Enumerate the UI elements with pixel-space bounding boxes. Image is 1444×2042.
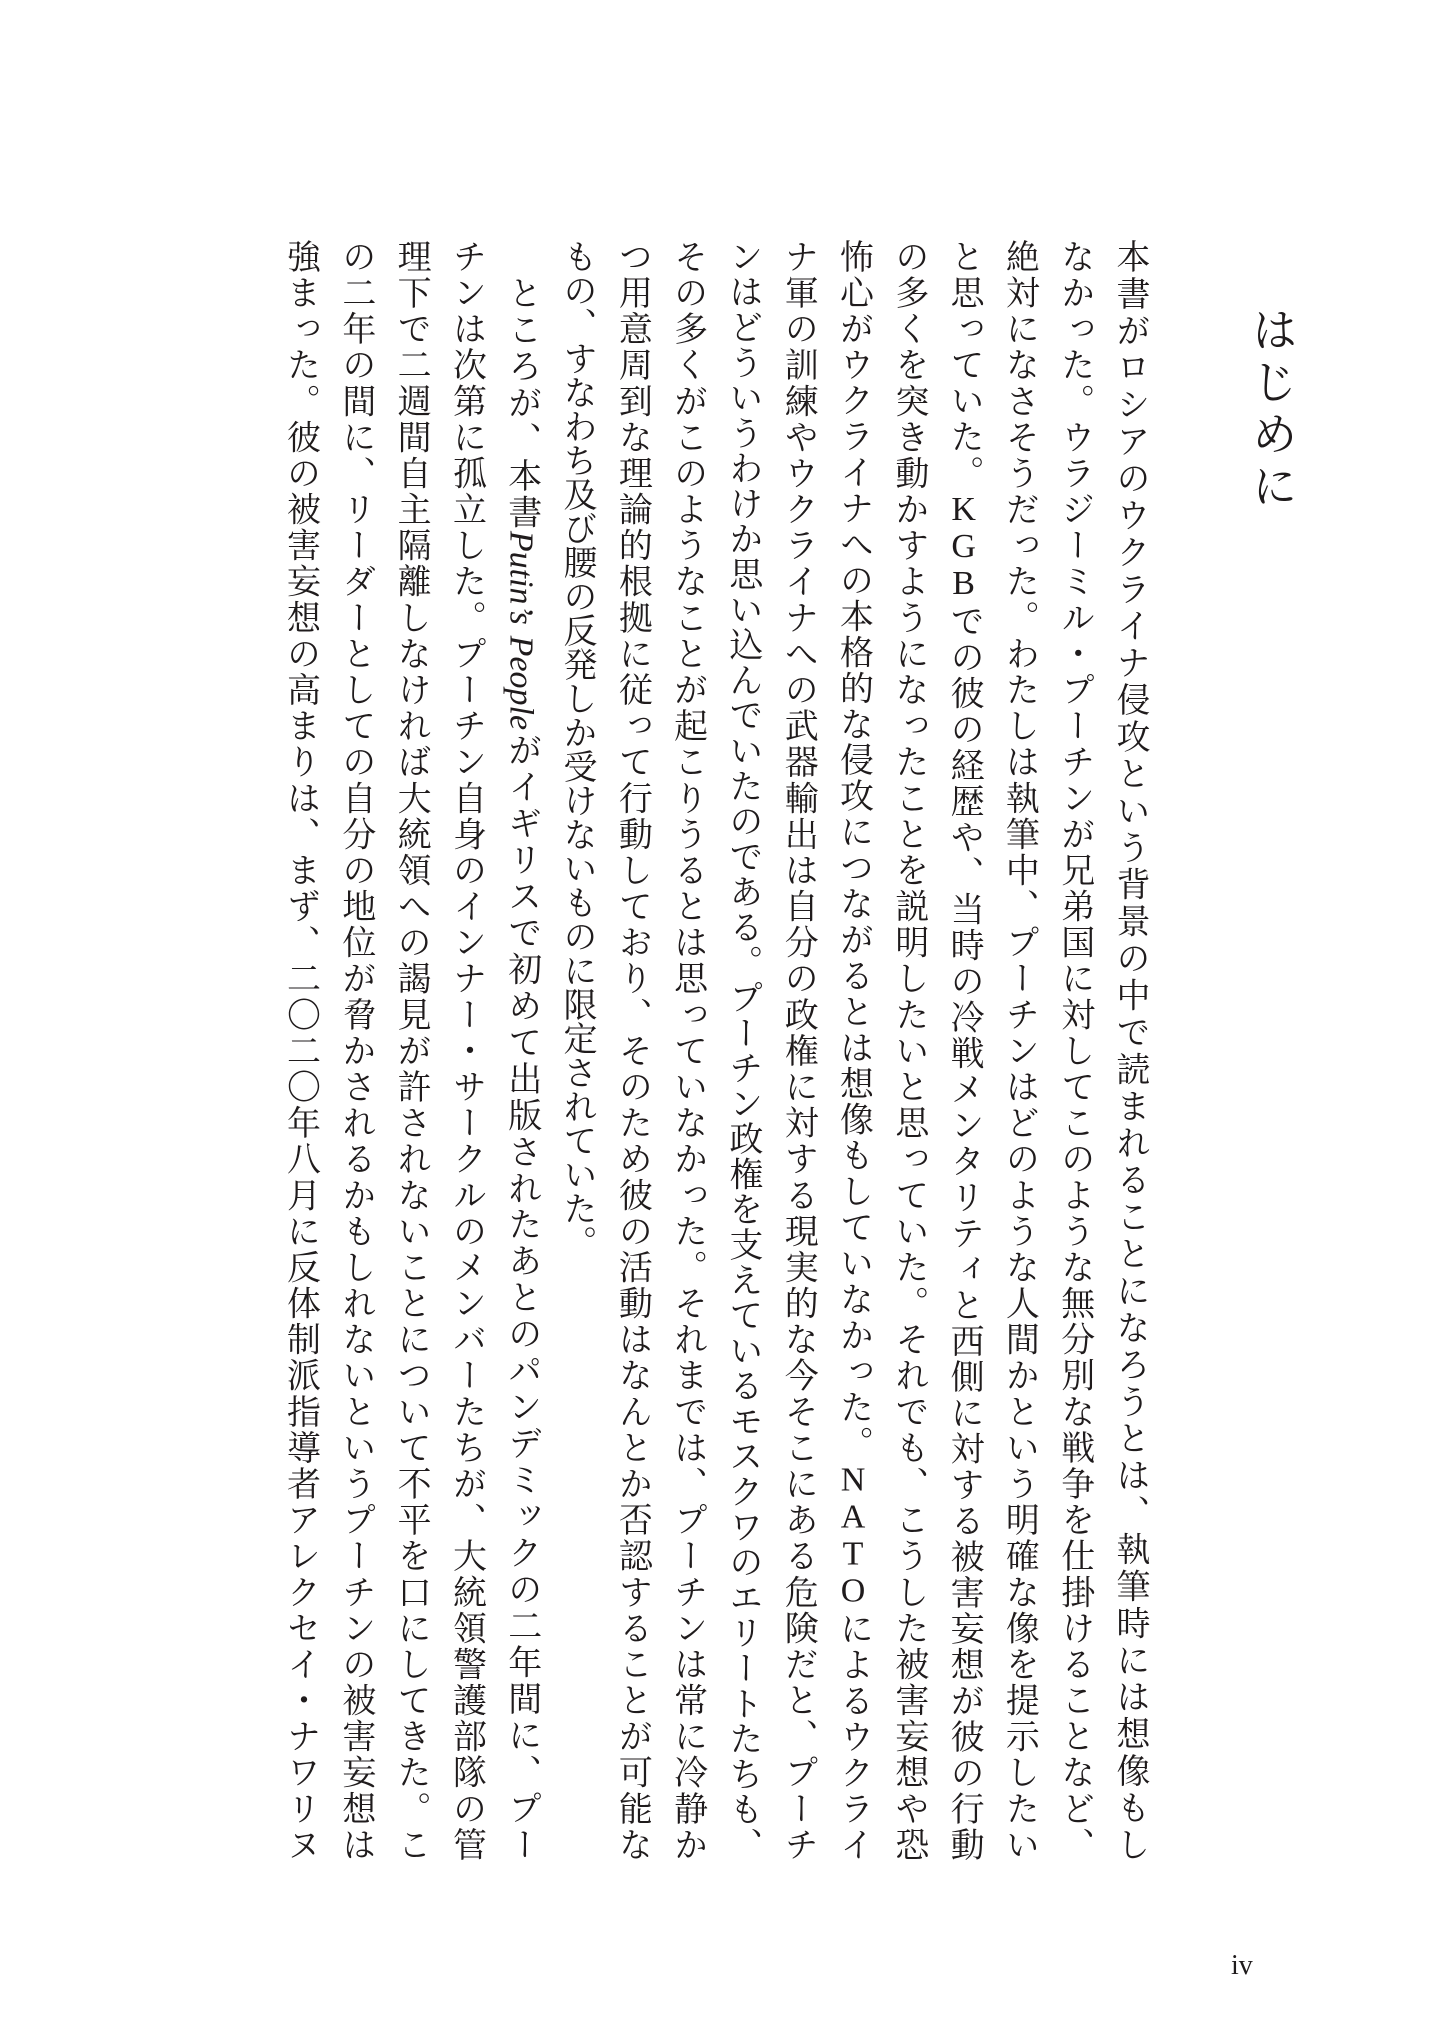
body-text	[272, 239, 1157, 1861]
text-column: その多くがこのようなことが起こりうるとは思っていなかった。それまでは、プーチンは常に冷静か	[668, 239, 706, 1861]
page-number: iv	[1231, 1950, 1253, 1981]
text-column: の二年の間に、リーダーとしての自分の地位が脅かされるかもしれないというプーチンの被害妄想は	[336, 239, 374, 1861]
text-segment: がイギリスで初めて出版されたあとのパンデミックの二年間に、プー	[502, 730, 540, 1862]
text-segment: ところが、本書	[502, 239, 540, 531]
text-column	[493, 239, 548, 1861]
text-column: と思っていた。KGBでの彼の経歴や、当時の冷戦メンタリティと西側に対する被害妄想が彼の行動	[945, 239, 983, 1862]
text-column: ナ軍の訓練やウクライナへの武器輸出は自分の政権に対する現実的な今そこにある危険だと、プーチ	[779, 239, 817, 1861]
text-column: なかった。ウラジーミル・プーチンが兄弟国に対してこのような無分別な戦争を仕掛けることなど、	[1055, 239, 1093, 1861]
text-column: の多くを突き動かすようになったことを説明したいと思っていた。それでも、こうした被害妄想や恐	[889, 239, 927, 1862]
text-column: もの、すなわち及び腰の反発しか受けないものに限定されていた。	[558, 239, 596, 1259]
text-column: チンは次第に孤立した。プーチン自身のインナー・サークルのメンバーたちが、大統領警護部隊の管	[447, 239, 485, 1861]
book-title: Putin’s People	[502, 530, 540, 731]
text-column: 絶対になさそうだった。わたしは執筆中、プーチンはどのような人間かという明確な像を提示したい	[1000, 239, 1038, 1862]
text-column: 強まった。彼の被害妄想の高まりは、まず、二〇二〇年八月に反体制派指導者アレクセイ・ナワリヌ	[281, 239, 319, 1861]
text-column: 本書がロシアのウクライナ侵攻という背景の中で読まれることになろうとは、執筆時には想像もし	[1111, 239, 1148, 1862]
chapter-title: はじめに	[1245, 306, 1297, 514]
text-column: ンはどういうわけか思い込んでいたのである。プーチン政権を支えているモスクワのエリートたちも、	[723, 239, 761, 1861]
text-column: 理下で二週間自主隔離しなければ大統領への謁見が許されないことについて不平を口にしてきた。こ	[392, 239, 430, 1861]
text-column: つ用意周到な理論的根拠に従って行動しており、そのため彼の活動はなんとか否認することが可能な	[613, 239, 651, 1861]
text-column: 怖心がウクライナへの本格的な侵攻につながるとは想像もしていなかった。NATOによるウクライ	[834, 239, 872, 1861]
